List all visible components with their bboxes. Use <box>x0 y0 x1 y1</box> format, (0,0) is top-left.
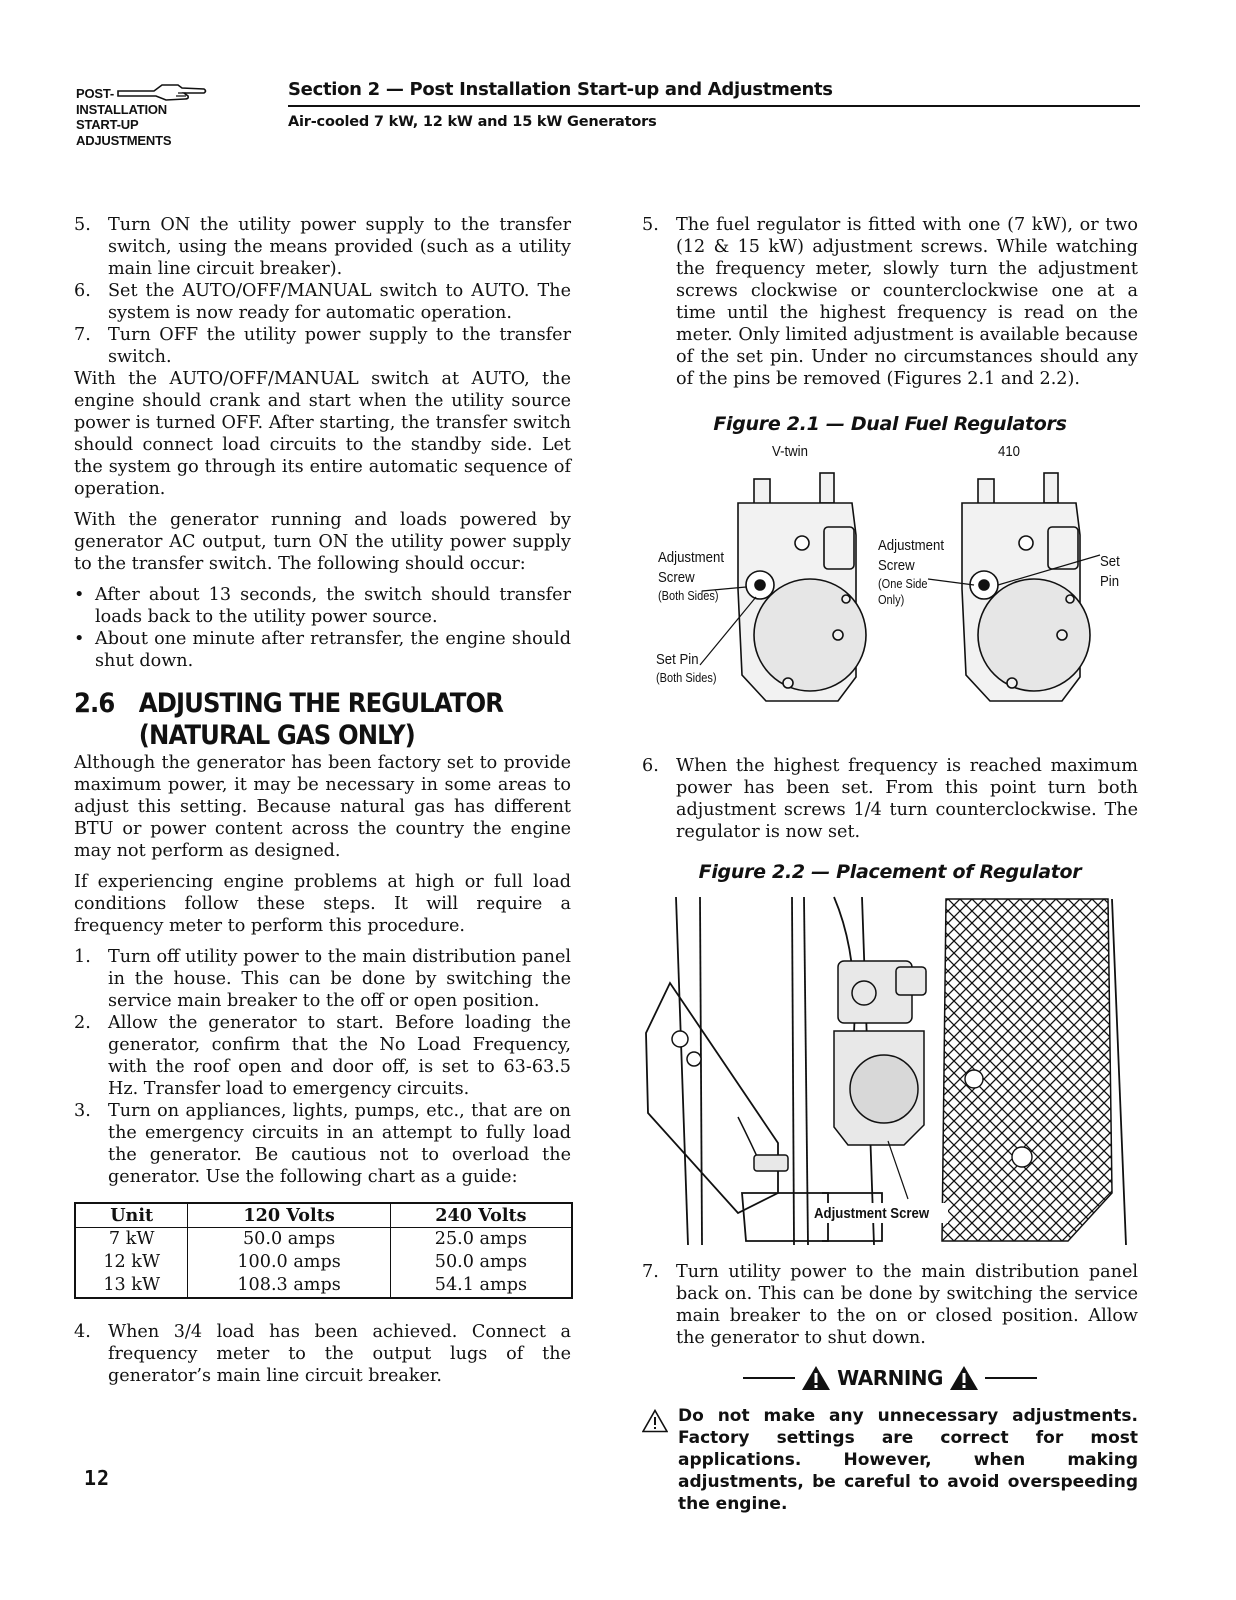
step-text: Turn ON the utility power supply to the transfer switch, using the means provided (such as a utility main line circuit breaker). <box>108 215 571 279</box>
warning-icon <box>801 1365 831 1391</box>
step-number: 1. <box>74 947 91 967</box>
adjustment-screw-note: Only) <box>878 593 905 607</box>
table-cell: 25.0 amps <box>390 1228 572 1252</box>
warning-heading <box>642 1365 1138 1391</box>
table-row <box>75 1251 572 1274</box>
paragraph: With the generator running and loads powered by generator AC output, turn ON the utility power supply to the transfer switch. The following should occur: <box>74 510 571 574</box>
section-title: Section 2 — Post Installation Start-up and Adjustments <box>288 79 833 100</box>
table-header-cell: 120 Volts <box>188 1203 390 1228</box>
table-cell: 108.3 amps <box>188 1274 390 1298</box>
set-pin-label: Pin <box>1100 573 1120 590</box>
placement-illustration <box>642 893 1138 1245</box>
step-text: When 3/4 load has been achieved. Connect a frequency meter to the output lugs of the generator’s main line circuit breaker. <box>108 1322 571 1386</box>
heading-line: (NATURAL GAS ONLY) <box>138 720 415 751</box>
step-number: 5. <box>74 215 91 235</box>
step-text: The fuel regulator is fitted with one (7 kW), or two (12 & 15 kW) adjustment screws. While watching the frequency meter, slowly turn the adjustment screws clockwise or counterclockwise one at a time until the highest frequency is read on the meter. Only limited adjustment is available because of the set pin. Under no circumstances should any of the pins be removed (Figures 2.1 and 2.2). <box>676 215 1138 389</box>
adjustment-screw-label: Adjustment <box>658 549 725 566</box>
table-row <box>75 1274 572 1298</box>
step-number: 4. <box>74 1322 91 1342</box>
table-cell: 12 kW <box>103 1252 161 1272</box>
side-tab-line: POST- <box>76 86 115 101</box>
left-column <box>74 214 571 1387</box>
step-item <box>74 1100 571 1188</box>
warning-box <box>642 1405 1138 1515</box>
dual-fuel-regulators-figure <box>642 439 1138 733</box>
warning-rule <box>985 1377 1037 1379</box>
step-number: 7. <box>74 325 91 345</box>
regulator-placement-figure <box>642 893 1138 1245</box>
vtwin-label: V-twin <box>772 443 808 460</box>
step-number: 5. <box>642 215 659 235</box>
step-text: Turn on appliances, lights, pumps, etc., that are on the emergency circuits in an attempt to fully load the generator. Be cautious not to overload the generator. Use the following chart as a guide: <box>108 1101 571 1187</box>
warning-icon <box>949 1365 979 1391</box>
table-header-cell: Unit <box>75 1203 188 1228</box>
bullet-item <box>74 584 571 628</box>
warning-rule <box>743 1377 795 1379</box>
right-column <box>642 214 1138 1515</box>
table-row <box>75 1228 572 1252</box>
table-cell: 50.0 amps <box>390 1251 572 1274</box>
section-side-tab <box>76 86 171 148</box>
step-number: 2. <box>74 1013 91 1033</box>
table-cell: 50.0 amps <box>188 1228 390 1252</box>
figure-caption: Figure 2.1 — Dual Fuel Regulators <box>713 413 1067 435</box>
bullet-marker: • <box>74 629 85 649</box>
step-number: 3. <box>74 1101 91 1121</box>
section-heading <box>74 688 521 752</box>
paragraph: If experiencing engine problems at high or full load conditions follow these steps. It will require a frequency meter to perform this procedure. <box>74 872 571 936</box>
set-pin-note: (Both Sides) <box>656 671 717 685</box>
side-tab-line: START-UP <box>76 117 139 132</box>
step-text: Turn utility power to the main distribution panel back on. This can be done by switching the service main breaker to the on or closed position. Allow the generator to shut down. <box>676 1262 1138 1348</box>
paragraph: With the AUTO/OFF/MANUAL switch at AUTO, the engine should crank and start when the utility source power is turned OFF. After starting, the transfer switch should connect load circuits to the standby side. Let the system go through its entire automatic sequence of operation. <box>74 369 571 499</box>
warning-title: WARNING <box>837 1366 943 1390</box>
step-text: Turn OFF the utility power supply to the transfer switch. <box>108 325 571 367</box>
step-item <box>74 214 571 280</box>
table-cell: 54.1 amps <box>390 1274 572 1298</box>
set-pin-label: Set Pin <box>656 651 699 668</box>
table-header-cell: 240 Volts <box>390 1203 572 1228</box>
adjustment-screw-note: (One Side <box>878 577 928 591</box>
load-chart-table <box>74 1202 573 1299</box>
bullet-text: After about 13 seconds, the switch should transfer loads back to the utility power source. <box>95 585 571 627</box>
side-tab-line: ADJUSTMENTS <box>76 132 172 148</box>
heading-number: 2.6 <box>74 688 115 719</box>
heading-line: ADJUSTING THE REGULATOR <box>138 688 504 719</box>
step-item <box>642 214 1138 390</box>
caution-icon <box>642 1405 678 1515</box>
paragraph: Although the generator has been factory set to provide maximum power, it may be necessary in some areas to adjust this setting. Because natural gas has different BTU or power content across the country the engine may not perform as designed. <box>74 753 571 861</box>
step-text: Set the AUTO/OFF/MANUAL switch to AUTO. The system is now ready for automatic operation. <box>108 281 571 323</box>
step-number: 7. <box>642 1262 659 1282</box>
adjustment-screw-label: Adjustment Screw <box>814 1205 930 1222</box>
adjustment-screw-label: Screw <box>878 557 915 574</box>
adjustment-screw-note: (Both Sides) <box>658 589 719 603</box>
bullet-text: About one minute after retransfer, the engine should shut down. <box>95 629 571 671</box>
table-cell: 100.0 amps <box>188 1251 390 1274</box>
model-410-label: 410 <box>998 443 1021 460</box>
side-tab-line: INSTALLATION <box>76 101 167 117</box>
step-text: Allow the generator to start. Before loading the generator, confirm that the No Load Frequency, with the roof open and door off, is set to 63-63.5 Hz. Transfer load to emergency circuits. <box>108 1013 571 1099</box>
step-text: When the highest frequency is reached maximum power has been set. From this point turn both adjustment screws 1/4 turn counterclockwise. The regulator is now set. <box>676 756 1138 842</box>
step-item <box>74 946 571 1012</box>
table-cell: 7 kW <box>108 1229 155 1249</box>
step-item <box>74 280 571 324</box>
step-item <box>74 1321 571 1387</box>
step-number: 6. <box>642 756 659 776</box>
step-item <box>74 324 571 368</box>
header-rule <box>288 105 1140 107</box>
figure-caption: Figure 2.2 — Placement of Regulator <box>698 861 1082 883</box>
step-number: 6. <box>74 281 91 301</box>
adjustment-screw-label: Screw <box>658 569 695 586</box>
step-text: Turn off utility power to the main distribution panel in the house. This can be done by switching the service main breaker to the off or open position. <box>108 947 571 1011</box>
warning-text: Do not make any unnecessary adjustments. Factory settings are correct for most applications. However, when making adjustments, be careful to avoid overspeeding the engine. <box>678 1406 1138 1514</box>
table-cell: 13 kW <box>103 1275 161 1295</box>
table-header-row <box>75 1203 572 1228</box>
page-header <box>288 79 1140 130</box>
adjustment-screw-label: Adjustment <box>878 537 945 554</box>
bullet-item <box>74 628 571 672</box>
pointing-hand-icon <box>116 82 208 104</box>
set-pin-label: Set <box>1100 553 1120 570</box>
step-item <box>74 1012 571 1100</box>
section-subtitle: Air-cooled 7 kW, 12 kW and 15 kW Generators <box>288 114 657 130</box>
page-number: 12 <box>84 1466 111 1490</box>
bullet-marker: • <box>74 585 85 605</box>
step-item <box>642 755 1138 843</box>
step-item <box>642 1261 1138 1349</box>
